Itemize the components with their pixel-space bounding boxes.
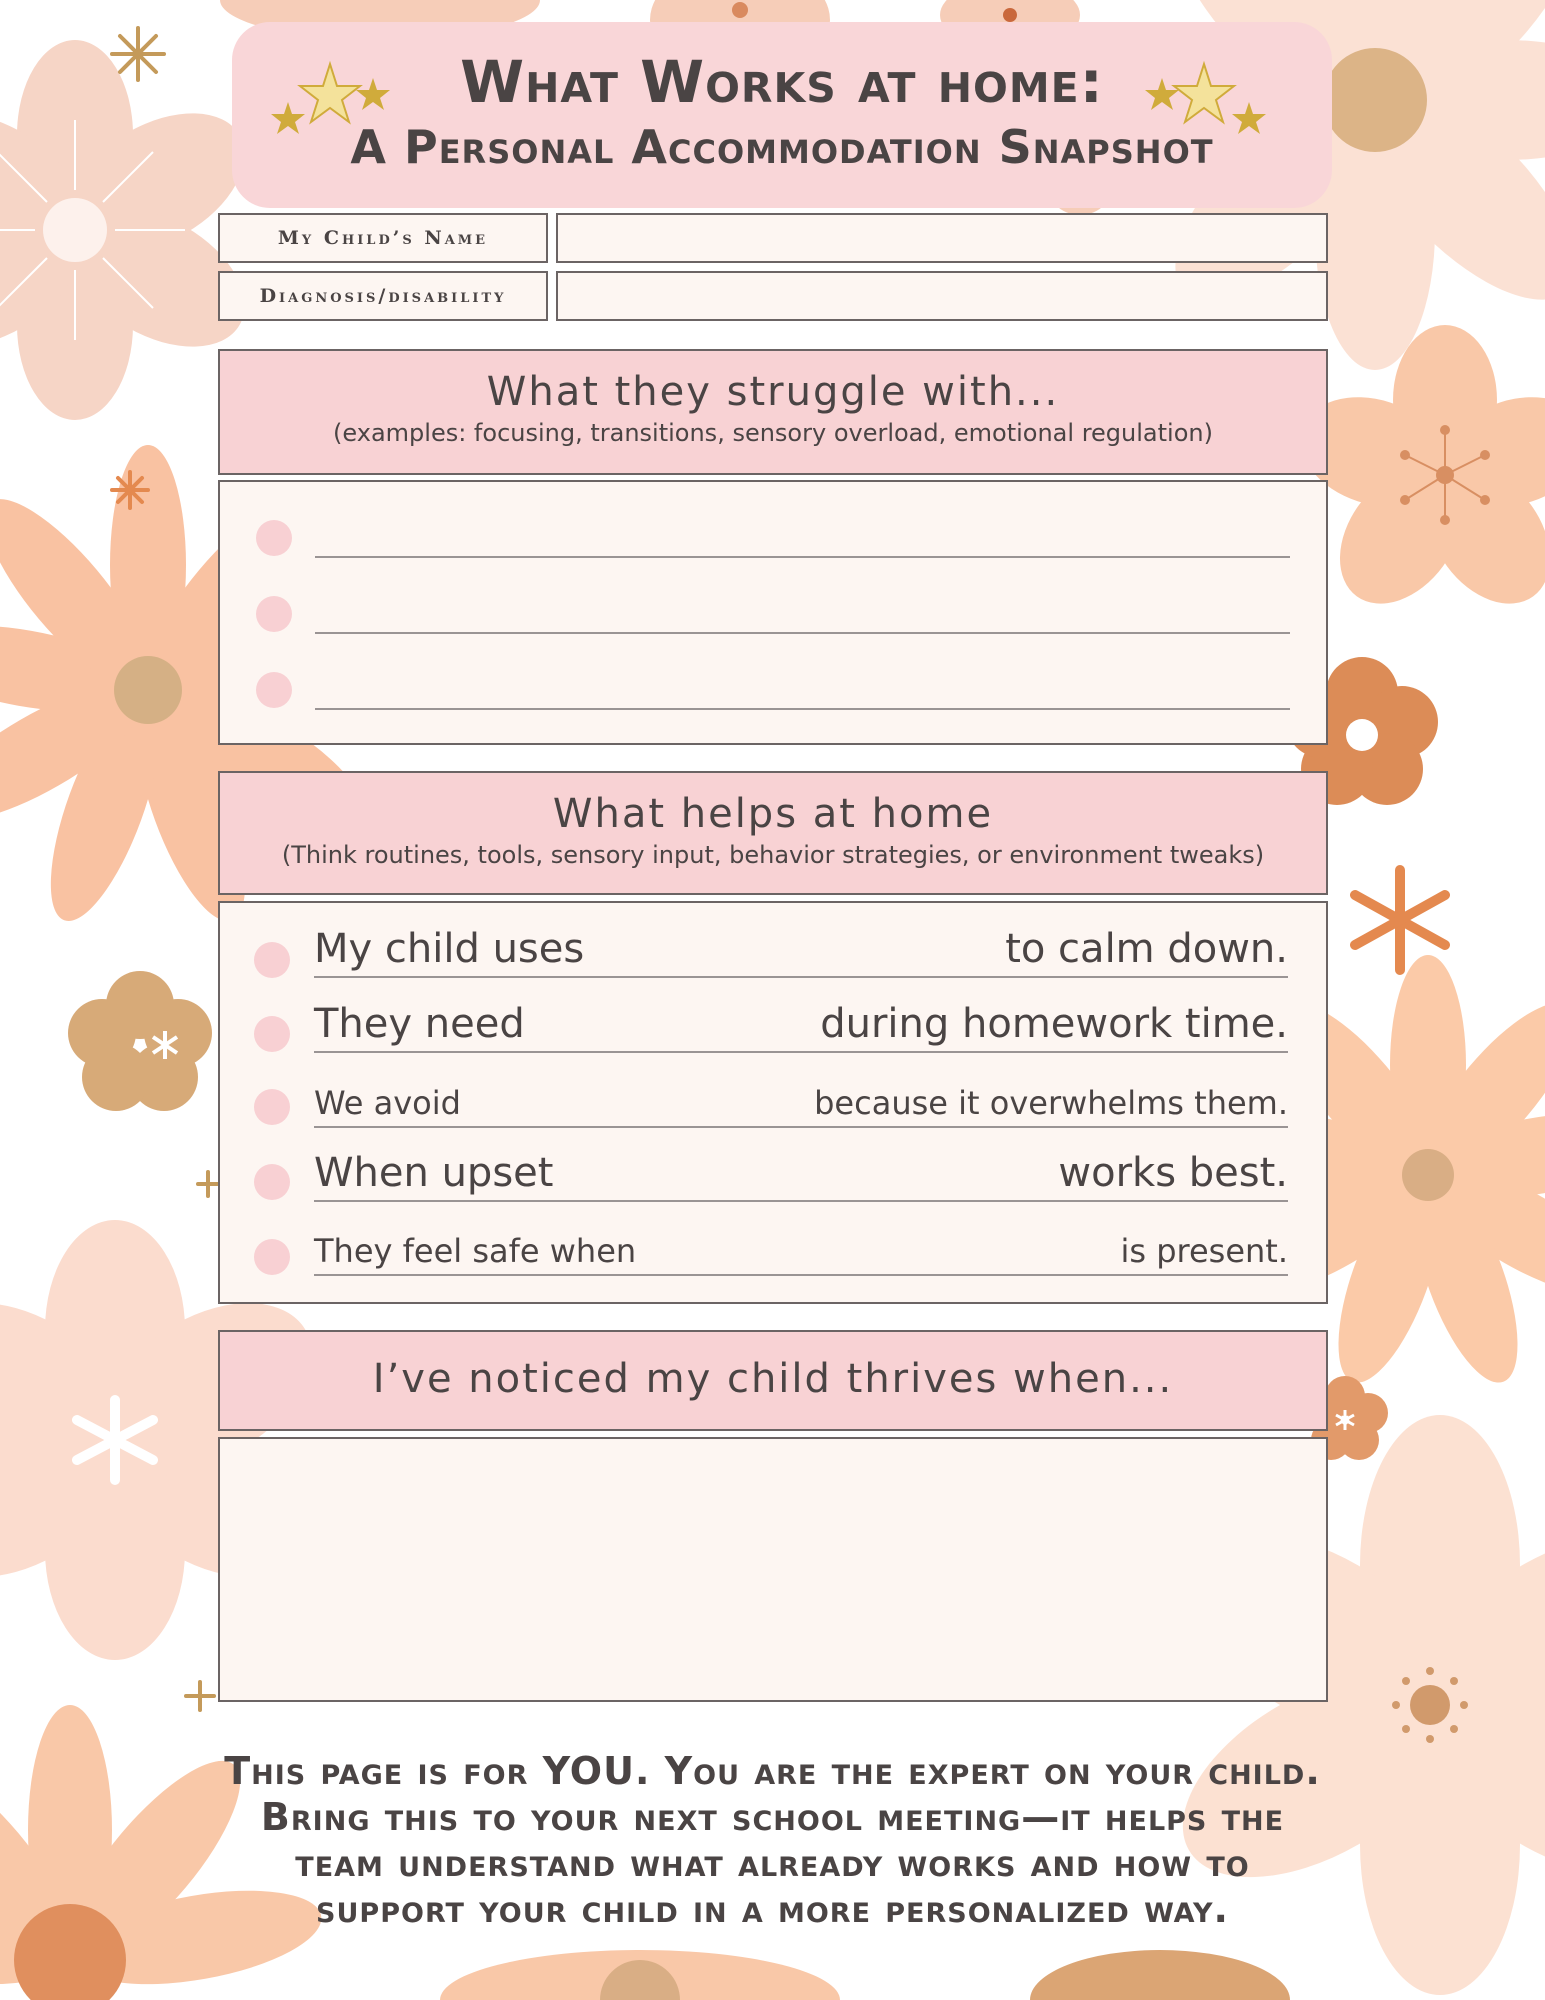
flower-bottom-center xyxy=(440,1950,1290,2000)
child-name-label: My Child’s Name xyxy=(218,213,548,263)
page-title: What Works at home: xyxy=(460,48,1104,116)
bullet-dot xyxy=(256,520,292,556)
write-line xyxy=(314,1126,1288,1128)
helps-title: What helps at home xyxy=(552,791,994,837)
bullet-dot xyxy=(254,942,290,978)
struggle-header xyxy=(218,349,1328,475)
write-line-3[interactable] xyxy=(315,708,1290,710)
child-name-field[interactable] xyxy=(556,213,1328,263)
helps-row-5[interactable]: They feel safe when is present. xyxy=(314,1232,1288,1270)
helps-row-4[interactable]: When upset works best. xyxy=(314,1150,1288,1196)
write-line xyxy=(314,1274,1288,1276)
helps-row-2[interactable]: They need during homework time. xyxy=(314,1001,1288,1047)
bullet-dot xyxy=(254,1089,290,1125)
page-subtitle: A Personal Accommodation Snapshot xyxy=(350,120,1214,174)
bullet-dot xyxy=(254,1164,290,1200)
bullet-dot xyxy=(254,1239,290,1275)
struggle-title: What they struggle with... xyxy=(486,369,1060,415)
write-line-1[interactable] xyxy=(315,556,1290,558)
helps-row-1[interactable]: My child uses to calm down. xyxy=(314,926,1288,972)
bullet-dot xyxy=(254,1016,290,1052)
struggle-list xyxy=(218,480,1328,745)
struggle-subtitle: (examples: focusing, transitions, sensory overload, emotional regulation) xyxy=(333,419,1213,447)
footer-note: This page is for YOU. You are the expert on your child. Bring this to your next school meeting—it helps the team understand what already works and how to support your child in a more personalized way. xyxy=(224,1749,1321,1931)
write-line xyxy=(314,976,1288,978)
bullet-dot xyxy=(256,596,292,632)
write-line-2[interactable] xyxy=(315,632,1290,634)
write-line xyxy=(314,1200,1288,1202)
thrives-title: I’ve noticed my child thrives when... xyxy=(372,1356,1174,1402)
helps-header xyxy=(218,771,1328,895)
asterisk-right xyxy=(1355,870,1445,970)
diagnosis-label: Diagnosis/disability xyxy=(218,271,548,321)
diagnosis-field[interactable] xyxy=(556,271,1328,321)
write-line xyxy=(314,1051,1288,1053)
helps-row-3[interactable]: We avoid because it overwhelms them. xyxy=(314,1084,1288,1122)
thrives-header xyxy=(218,1330,1328,1431)
thrives-textarea[interactable] xyxy=(218,1437,1328,1702)
bullet-dot xyxy=(256,672,292,708)
flower-left-gold xyxy=(68,971,212,1111)
helps-subtitle: (Think routines, tools, sensory input, behavior strategies, or environment tweaks) xyxy=(281,841,1265,869)
